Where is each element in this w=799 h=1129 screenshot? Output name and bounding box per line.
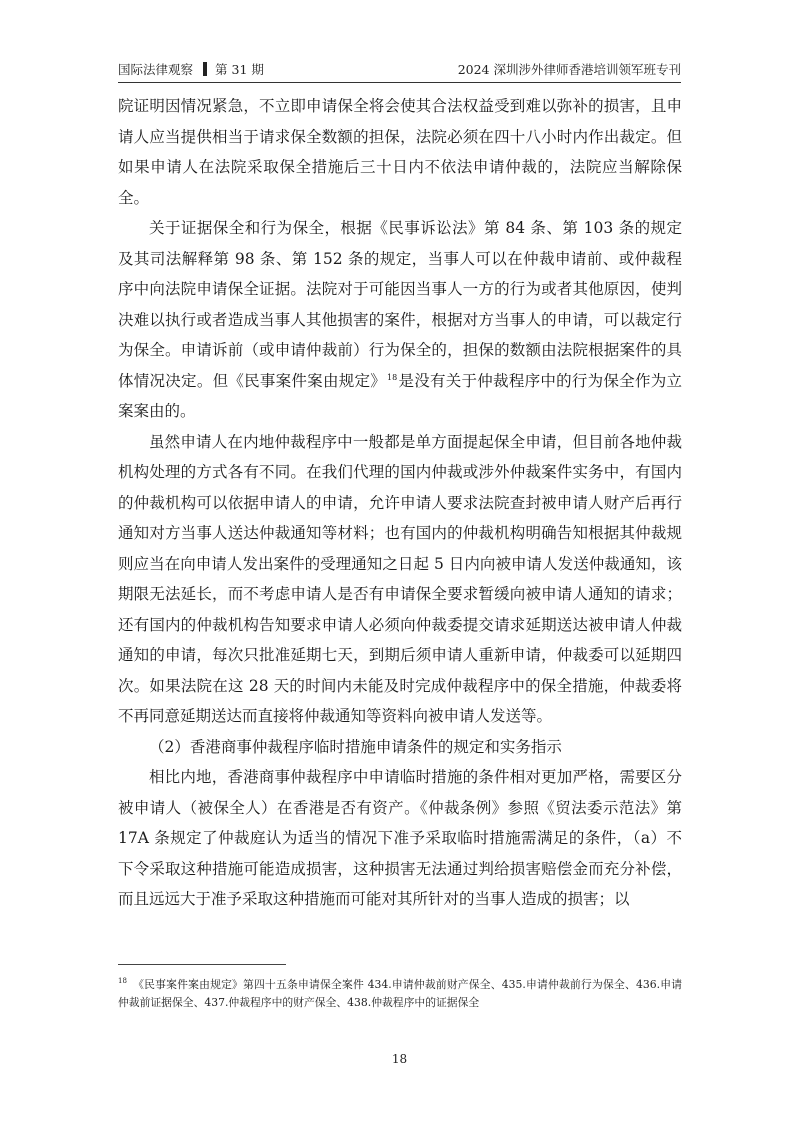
running-header xyxy=(118,58,681,83)
header-left xyxy=(118,60,264,78)
journal-title: 国际法律观察 xyxy=(118,62,194,77)
footnote-reference[interactable]: 18 xyxy=(387,372,398,382)
footnote xyxy=(118,976,682,1012)
section-heading: （2）香港商事仲裁程序临时措施申请条件的规定和实务指示 xyxy=(149,737,562,756)
paragraph-text-after-footnote: 是没有关于仲裁程序中的行为保全作为立案案由的。 xyxy=(118,371,682,420)
issue-number: 第 31 期 xyxy=(215,62,264,77)
footnote-divider xyxy=(118,964,286,965)
paragraph-evidence-preservation xyxy=(118,213,682,427)
paragraph-text-before-footnote: 关于证据保全和行为保全，根据《民事诉讼法》第 84 条、第 103 条的规定及其司法解释第 98 条、第 152 条的规定，当事人可以在仲裁申请前、或仲裁程序中向法院申请保全证据。法院对于可能因当事人一方的行为或者其他原因，使判决难以执行或者造成当事人其他损害的案件，根据对方当事人的申请，可以裁定行为保全。申请诉前（或申请仲裁前）行为保全的，担保的数额由法院根据案件的具体情况决定。但《民事案件案由规定》 xyxy=(118,219,682,390)
page-number: 18 xyxy=(391,1052,408,1066)
paragraph-mainland-practice: 虽然申请人在内地仲裁程序中一般都是单方面提起保全申请，但目前各地仲裁机构处理的方式各有不同。在我们代理的国内仲裁或涉外仲裁案件实务中，有国内的仲裁机构可以依据申请人的申请，允许申请人要求法院查封被申请人财产后再行通知对方当事人送达仲裁通知等材料；也有国内的仲裁机构明确告知根据其仲裁规则应当在向申请人发出案件的受理通知之日起 5 日内向被申请人发送仲裁通知，该期限无法延长，而不考虑申请人是否有申请保全要求暂缓向被申请人通知的请求；还有国内的仲裁机构告知要求申请人必须向仲裁委提交请求延期送达被申请人仲裁通知的申请，每次只批准延期七天，到期后须申请人重新申请，仲裁委可以延期四次。如果法院在这 28 天的时间内未能及时完成仲裁程序中的保全措施，仲裁委将不再同意延期送达而直接将仲裁通知等资料向被申请人发送等。 xyxy=(118,432,682,725)
special-edition-title: 2024 深圳涉外律师香港培训领军班专刊 xyxy=(457,62,681,77)
paragraph-continued: 院证明因情况紧急，不立即申请保全将会使其合法权益受到难以弥补的损害，且申请人应当提供相当于请求保全数额的担保，法院必须在四十八小时内作出裁定。但如果申请人在法院采取保全措施后三十日内不依法申请仲裁的，法院应当解除保全。 xyxy=(118,97,682,207)
body-text xyxy=(118,91,682,915)
header-separator xyxy=(203,62,207,76)
footnote-text: 《民事案件案由规定》第四十五条申请保全案件 434.申请仲裁前财产保全、435.申请仲裁前行为保全、436.申请仲裁前证据保全、437.仲裁程序中的财产保全、438.仲裁程序中的证据保全 xyxy=(118,978,682,1009)
paragraph-hong-kong-conditions: 相比内地，香港商事仲裁程序中申请临时措施的条件相对更加严格，需要区分被申请人（被保全人）在香港是否有资产。《仲裁条例》参照《贸法委示范法》第 17A 条规定了仲裁庭认为适当的情况下准予采取临时措施需满足的条件，（a）不下令采取这种措施可能造成损害，这种损害无法通过判给损害赔偿金而充分补偿，而且远远大于准予采取这种措施而可能对其所针对的当事人造成的损害；以 xyxy=(118,768,682,908)
footnote-number: 18 xyxy=(118,977,127,985)
